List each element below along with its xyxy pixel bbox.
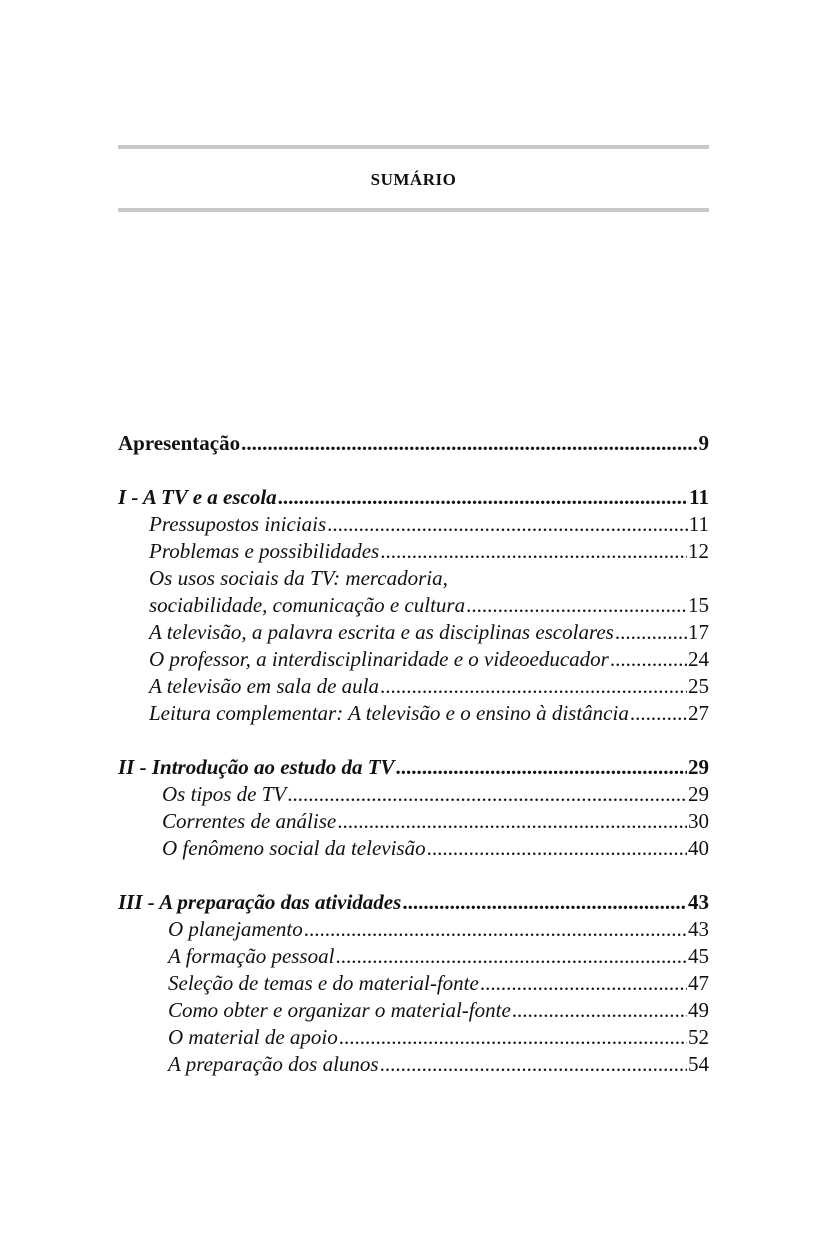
toc-entry[interactable] [118, 997, 709, 1024]
leader-dots [287, 781, 687, 808]
leader-dots [380, 1051, 687, 1078]
leader-dots [278, 484, 688, 511]
toc-entry[interactable] [118, 646, 709, 673]
toc-entry[interactable] [118, 970, 709, 997]
leader-dots [610, 646, 687, 673]
toc-label: Como obter e organizar o material-fonte [168, 998, 511, 1022]
toc-page-number: 54 [688, 1052, 709, 1076]
leader-dots [304, 916, 687, 943]
toc-label: Pressupostos iniciais [149, 512, 327, 536]
toc-page-number: 47 [688, 971, 709, 995]
toc-entry[interactable] [118, 511, 709, 538]
toc-label: Seleção de temas e do material-fonte [168, 971, 479, 995]
toc-page-number: 40 [688, 836, 709, 860]
toc-entry-apresentacao[interactable] [118, 430, 709, 457]
toc-label: O professor, a interdisciplinaridade e o videoeducador [149, 647, 609, 671]
toc-label: A televisão, a palavra escrita e as disciplinas escolares [149, 620, 614, 644]
page-title: SUMÁRIO [370, 170, 457, 189]
leader-dots [339, 1024, 687, 1051]
toc-label: A preparação dos alunos [168, 1052, 379, 1076]
toc-page-number: 29 [688, 782, 709, 806]
toc-entry[interactable] [118, 619, 709, 646]
toc-page-number: 52 [688, 1025, 709, 1049]
toc-page-number: 24 [688, 647, 709, 671]
toc-label: Correntes de análise [162, 809, 337, 833]
spacer [118, 727, 709, 754]
toc-entry[interactable] [118, 781, 709, 808]
leader-dots [512, 997, 687, 1024]
toc-label: III - A preparação das atividades [118, 890, 402, 914]
toc-chapter-1[interactable] [118, 484, 709, 511]
leader-dots [241, 430, 697, 457]
toc-label: sociabilidade, comunicação e cultura [149, 593, 466, 617]
toc-label: Problemas e possibilidades [149, 539, 380, 563]
toc-chapter-2[interactable] [118, 754, 709, 781]
toc-label: II - Introdução ao estudo da TV [118, 755, 395, 779]
toc-page-number: 43 [688, 890, 709, 914]
toc-page-number: 9 [698, 431, 709, 455]
toc-label: A formação pessoal [168, 944, 335, 968]
toc-page-number: 43 [688, 917, 709, 941]
spacer [118, 862, 709, 889]
toc-entry[interactable] [118, 673, 709, 700]
toc-label: O planejamento [168, 917, 303, 941]
toc-page-number: 11 [688, 512, 709, 536]
leader-dots [327, 511, 688, 538]
toc-page-number: 25 [688, 674, 709, 698]
leader-dots [480, 970, 687, 997]
toc-entry[interactable] [118, 916, 709, 943]
toc-entry[interactable] [118, 1051, 709, 1078]
header-rule-top [118, 145, 709, 149]
leader-dots [337, 808, 687, 835]
toc-entry[interactable] [118, 700, 709, 727]
toc-entry-first-line[interactable]: Os usos sociais da TV: mercadoria, [149, 566, 448, 590]
toc-entry[interactable] [118, 592, 709, 619]
toc-entry[interactable] [118, 808, 709, 835]
toc-entry[interactable] [118, 1024, 709, 1051]
toc-label: O fenômeno social da televisão [162, 836, 426, 860]
toc-label: A televisão em sala de aula [149, 674, 379, 698]
leader-dots [335, 943, 687, 970]
leader-dots [380, 538, 687, 565]
toc-page-number: 27 [688, 701, 709, 725]
toc-page-number: 12 [688, 539, 709, 563]
toc-page-number: 30 [688, 809, 709, 833]
spacer [118, 457, 709, 484]
toc-page-number: 29 [688, 755, 709, 779]
leader-dots [630, 700, 687, 727]
leader-dots [615, 619, 687, 646]
toc-page-number: 15 [688, 593, 709, 617]
toc-page-number: 49 [688, 998, 709, 1022]
header-rule-bottom [118, 208, 709, 212]
toc-label: I - A TV e a escola [118, 485, 277, 509]
toc-chapter-3[interactable] [118, 889, 709, 916]
leader-dots [380, 673, 687, 700]
toc-label: Leitura complementar: A televisão e o ensino à distância [149, 701, 629, 725]
leader-dots [402, 889, 687, 916]
toc-entry[interactable] [118, 538, 709, 565]
toc-page-number: 17 [688, 620, 709, 644]
table-of-contents [118, 430, 709, 1078]
toc-entry[interactable] [118, 835, 709, 862]
leader-dots [427, 835, 687, 862]
toc-label: Apresentação [118, 431, 241, 455]
leader-dots [466, 592, 687, 619]
toc-entry[interactable] [118, 943, 709, 970]
toc-label: Os tipos de TV [162, 782, 287, 806]
toc-page-number: 45 [688, 944, 709, 968]
toc-page-number: 11 [689, 485, 709, 509]
toc-label: O material de apoio [168, 1025, 338, 1049]
leader-dots [396, 754, 687, 781]
